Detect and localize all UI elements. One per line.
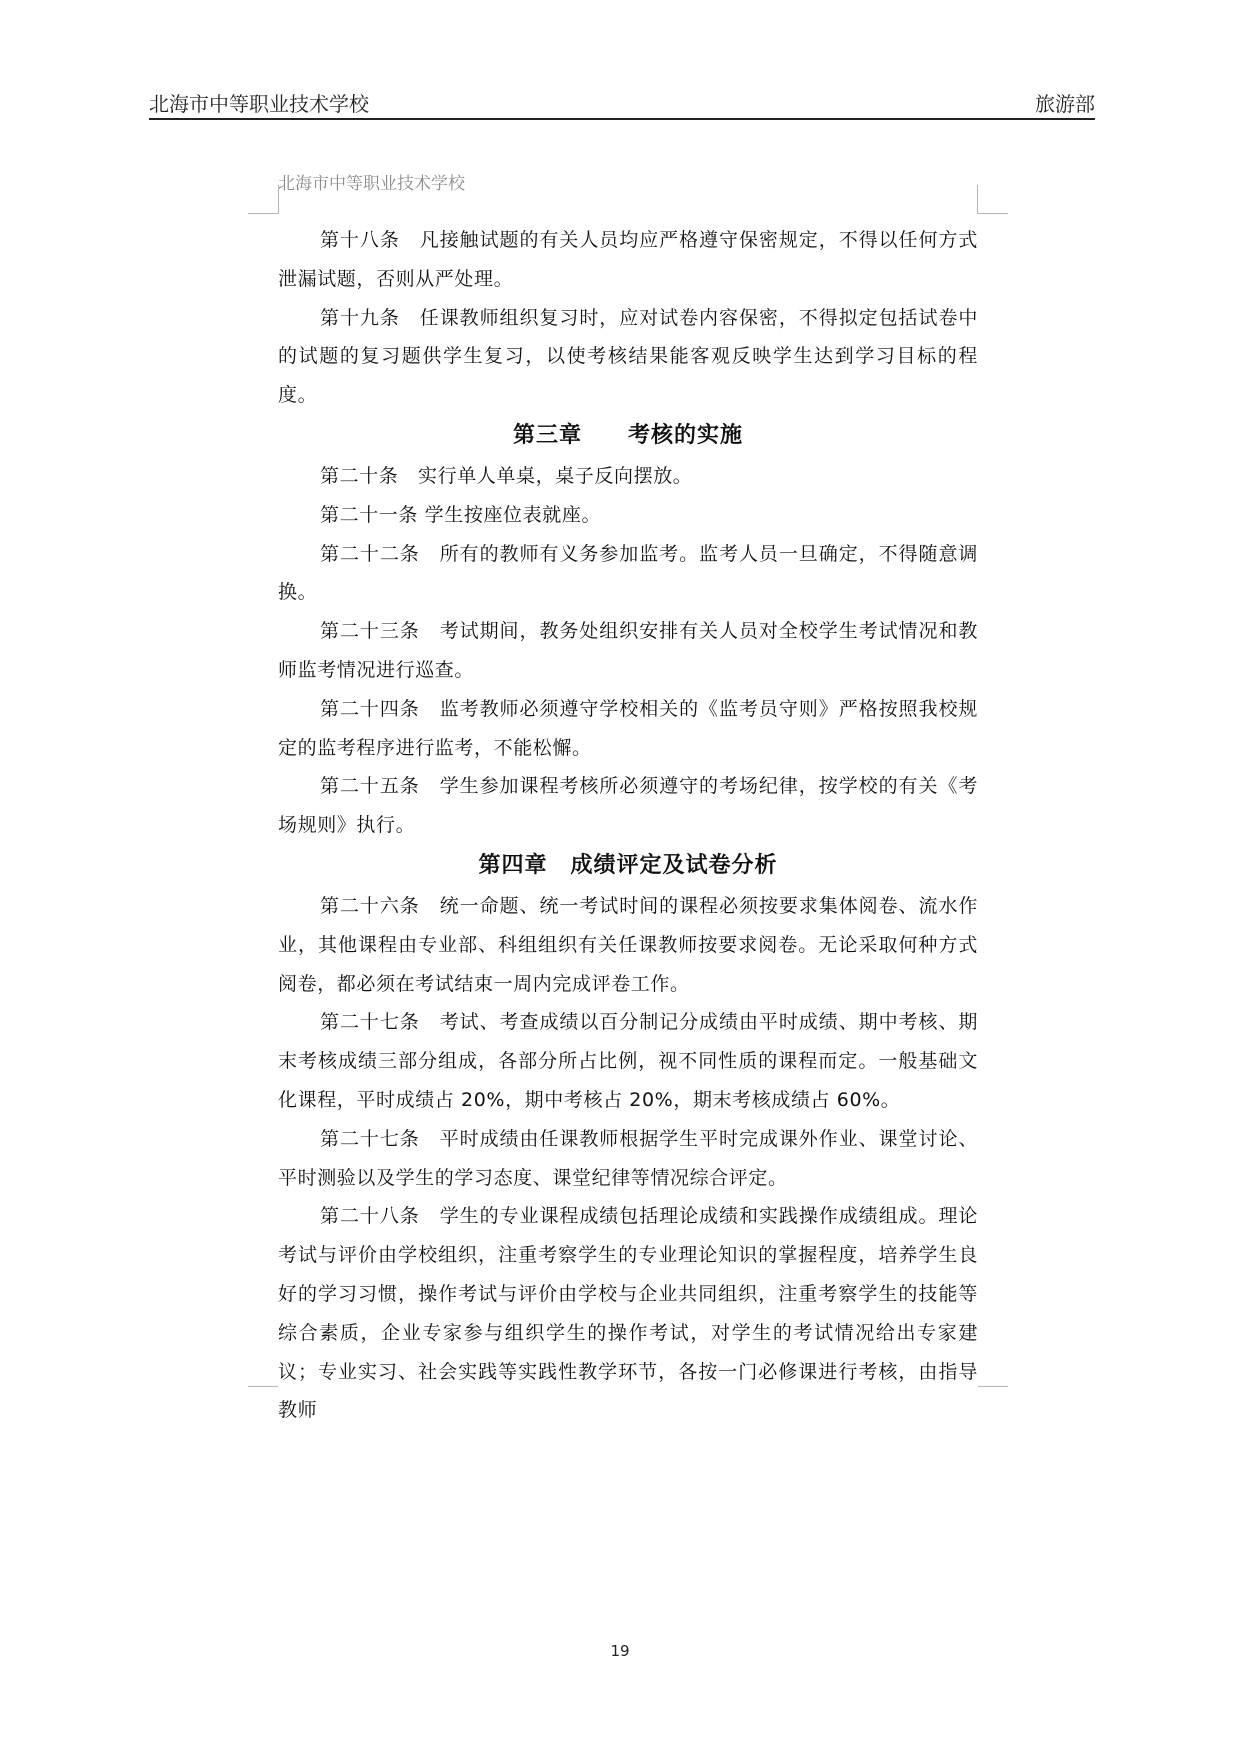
article-21: 第二十一条 学生按座位表就座。 xyxy=(320,503,602,526)
scanned-page xyxy=(248,165,1008,1422)
article-20: 第二十条 实行单人单桌，桌子反向摆放。 xyxy=(320,464,693,487)
article-24: 第二十四条 监考教师必须遵守学校相关的《监考员守则》严格按照我校规定的监考程序进行监考，不能松懈。 xyxy=(278,697,978,759)
header-department: 旅游部 xyxy=(1035,92,1095,116)
article-19: 第十九条 任课教师组织复习时，应对试卷内容保密，不得拟定包括试卷中的试题的复习题供学生复习，以使考核结果能客观反映学生达到学习目标的程度。 xyxy=(278,306,978,407)
header-school-name: 北海市中等职业技术学校 xyxy=(149,92,369,116)
chapter-4-heading: 第四章 成绩评定及试卷分析 xyxy=(478,852,778,878)
article-28: 第二十八条 学生的专业课程成绩包括理论成绩和实践操作成绩组成。理论考试与评价由学校组织，注重考察学生的专业理论知识的掌握程度，培养学生良好的学习习惯，操作考试与评价由学校与企业共同组织，注重考察学生的技能等综合素质，企业专家参与组织学生的操作考试，对学生的考试情况给出专家建议；专业实习、社会实践等实践性教学环节，各按一门必修课进行考核，由指导教师 xyxy=(278,1205,978,1422)
crop-mark-bottom-right xyxy=(978,1386,1008,1387)
crop-mark-top-right xyxy=(977,185,1008,214)
article-22: 第二十二条 所有的教师有义务参加监考。监考人员一旦确定，不得随意调换。 xyxy=(278,542,978,604)
crop-mark-top-left xyxy=(248,185,279,214)
article-27a: 第二十七条 考试、考查成绩以百分制记分成绩由平时成绩、期中考核、期末考核成绩三部分组成，各部分所占比例，视不同性质的课程而定。一般基础文化课程，平时成绩占 20%，期中考核占 20%，期末考核成绩占 60%。 xyxy=(278,1011,978,1111)
article-27b: 第二十七条 平时成绩由任课教师根据学生平时完成课外作业、课堂讨论、平时测验以及学生的学习态度、课堂纪律等情况综合评定。 xyxy=(278,1127,978,1189)
article-23: 第二十三条 考试期间，教务处组织安排有关人员对全校学生考试情况和教师监考情况进行巡查。 xyxy=(278,620,978,681)
scan-header-text: 北海市中等职业技术学校 xyxy=(278,174,465,194)
article-18: 第十八条 凡接触试题的有关人员均应严格遵守保密规定，不得以任何方式泄漏试题，否则从严处理。 xyxy=(278,229,978,290)
article-26: 第二十六条 统一命题、统一考试时间的课程必须按要求集体阅卷、流水作业，其他课程由专业部、科组组织有关任课教师按要求阅卷。无论采取何种方式阅卷，都必须在考试结束一周内完成评卷工作。 xyxy=(278,894,978,995)
chapter-3-heading: 第三章 考核的实施 xyxy=(512,422,743,448)
article-25: 第二十五条 学生参加课程考核所必须遵守的考场纪律，按学校的有关《考场规则》执行。 xyxy=(278,775,978,837)
crop-mark-bottom-left xyxy=(248,1386,278,1387)
page-header xyxy=(149,88,1095,120)
document-body xyxy=(278,221,978,1430)
page-number: 19 xyxy=(610,1642,630,1660)
